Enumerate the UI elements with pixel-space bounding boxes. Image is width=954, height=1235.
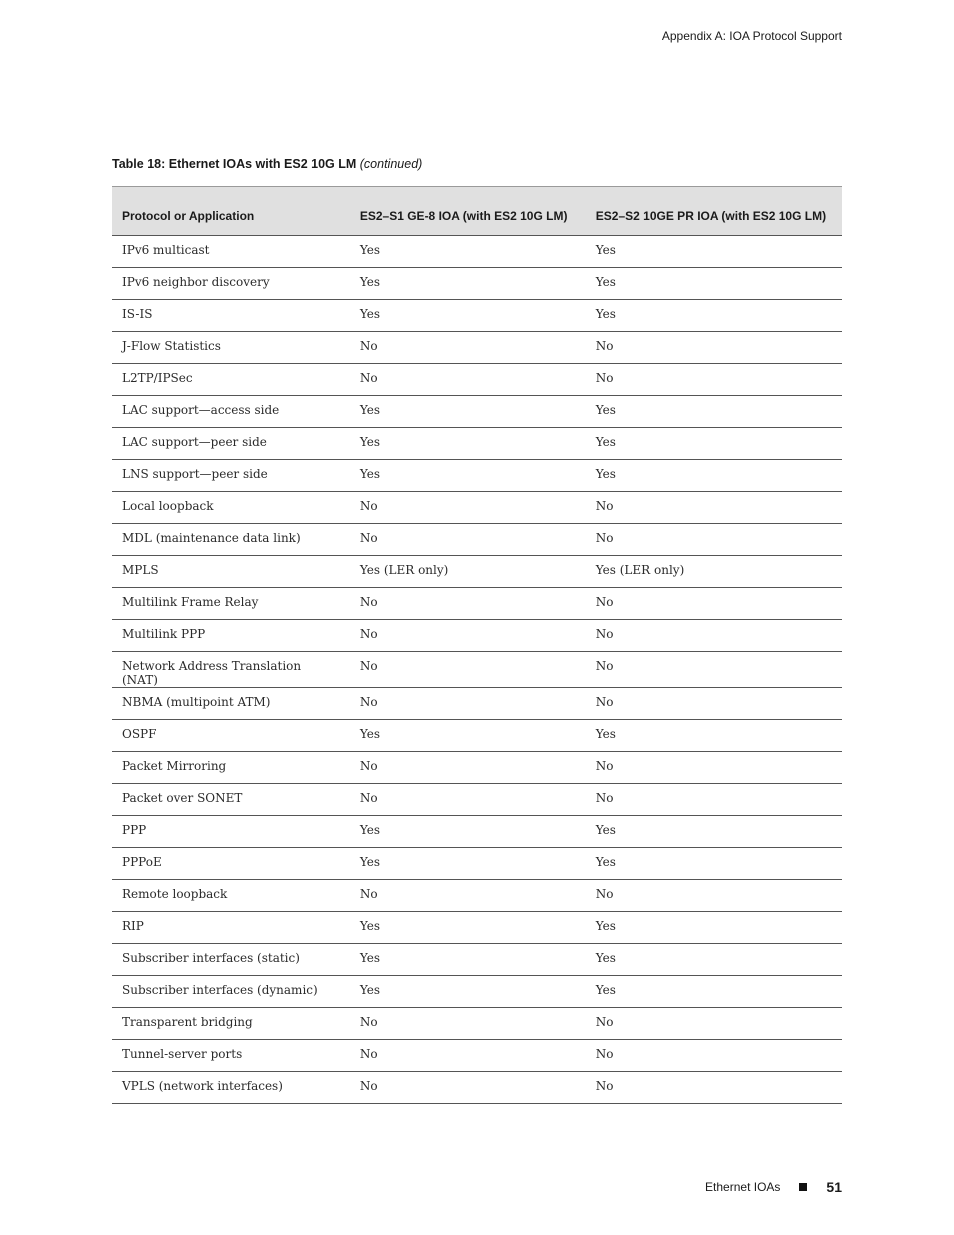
cell-es2-s1: No [350,588,586,620]
table-header-row [112,187,842,236]
cell-es2-s2: Yes [586,396,842,428]
table-row [112,976,842,1008]
cell-protocol: PPPoE [112,848,350,880]
cell-protocol: IS-IS [112,300,350,332]
table-row [112,236,842,268]
cell-es2-s1: Yes [350,236,586,268]
table-row [112,620,842,652]
cell-es2-s1: No [350,652,586,688]
cell-es2-s2: No [586,1040,842,1072]
cell-es2-s1: Yes [350,816,586,848]
table-row [112,752,842,784]
page-number: 51 [826,1179,842,1195]
column-header-es2-s2: ES2–S2 10GE PR IOA (with ES2 10G LM) [586,187,842,236]
cell-es2-s1: No [350,1008,586,1040]
cell-protocol: IPv6 multicast [112,236,350,268]
cell-es2-s1: No [350,688,586,720]
cell-es2-s1: No [350,1072,586,1104]
cell-es2-s1: Yes [350,268,586,300]
protocol-support-table [112,186,842,1104]
cell-es2-s1: No [350,880,586,912]
cell-protocol: PPP [112,816,350,848]
column-header-es2-s1: ES2–S1 GE-8 IOA (with ES2 10G LM) [350,187,586,236]
cell-protocol: Tunnel-server ports [112,1040,350,1072]
cell-es2-s2: Yes [586,236,842,268]
cell-es2-s2: No [586,492,842,524]
table-row [112,492,842,524]
cell-es2-s2: Yes (LER only) [586,556,842,588]
table-row [112,720,842,752]
table-row [112,460,842,492]
cell-es2-s2: No [586,784,842,816]
cell-es2-s2: No [586,332,842,364]
cell-es2-s2: No [586,364,842,396]
table-row [112,1072,842,1104]
cell-protocol: Local loopback [112,492,350,524]
cell-es2-s1: No [350,1040,586,1072]
cell-es2-s1: Yes [350,944,586,976]
footer-section-title: Ethernet IOAs [705,1180,781,1194]
table-row [112,268,842,300]
cell-es2-s1: Yes [350,428,586,460]
cell-es2-s1: No [350,620,586,652]
cell-protocol: Remote loopback [112,880,350,912]
cell-protocol: LAC support—peer side [112,428,350,460]
table-row [112,524,842,556]
cell-es2-s2: Yes [586,944,842,976]
cell-es2-s2: Yes [586,300,842,332]
cell-es2-s2: No [586,652,842,688]
cell-protocol: Subscriber interfaces (dynamic) [112,976,350,1008]
cell-protocol: J-Flow Statistics [112,332,350,364]
cell-es2-s1: No [350,524,586,556]
cell-es2-s2: Yes [586,268,842,300]
cell-es2-s2: No [586,880,842,912]
table-row [112,848,842,880]
cell-es2-s1: Yes [350,396,586,428]
cell-es2-s1: Yes (LER only) [350,556,586,588]
cell-protocol: MDL (maintenance data link) [112,524,350,556]
cell-protocol: OSPF [112,720,350,752]
cell-protocol: LAC support—access side [112,396,350,428]
cell-es2-s2: No [586,752,842,784]
table-caption-continued: (continued) [359,157,423,171]
cell-protocol: NBMA (multipoint ATM) [112,688,350,720]
table-caption [112,157,422,171]
cell-es2-s1: Yes [350,720,586,752]
table-row [112,556,842,588]
cell-protocol: Network Address Translation (NAT) [112,652,350,688]
table-row [112,332,842,364]
cell-protocol: RIP [112,912,350,944]
cell-es2-s1: No [350,492,586,524]
cell-es2-s2: Yes [586,976,842,1008]
column-header-protocol: Protocol or Application [112,187,350,236]
cell-protocol: MPLS [112,556,350,588]
cell-protocol: Subscriber interfaces (static) [112,944,350,976]
cell-es2-s1: No [350,364,586,396]
cell-protocol: L2TP/IPSec [112,364,350,396]
running-header: Appendix A: IOA Protocol Support [661,29,842,43]
table-row [112,1040,842,1072]
cell-es2-s2: Yes [586,816,842,848]
running-footer [705,1179,842,1195]
table-row [112,1008,842,1040]
table-row [112,300,842,332]
table-row [112,652,842,688]
cell-es2-s2: Yes [586,848,842,880]
table-row [112,912,842,944]
table-row [112,688,842,720]
cell-es2-s2: Yes [586,912,842,944]
table-row [112,784,842,816]
cell-es2-s1: Yes [350,848,586,880]
cell-protocol: VPLS (network interfaces) [112,1072,350,1104]
cell-protocol: LNS support—peer side [112,460,350,492]
cell-es2-s1: Yes [350,300,586,332]
cell-es2-s2: No [586,1072,842,1104]
table-row [112,428,842,460]
table-row [112,396,842,428]
square-bullet-icon [799,1183,807,1191]
cell-es2-s2: No [586,1008,842,1040]
cell-es2-s2: No [586,620,842,652]
cell-es2-s2: No [586,688,842,720]
cell-protocol: Transparent bridging [112,1008,350,1040]
cell-es2-s1: Yes [350,976,586,1008]
cell-es2-s1: No [350,332,586,364]
table-body [112,236,842,1104]
cell-protocol: IPv6 neighbor discovery [112,268,350,300]
table-row [112,880,842,912]
table-row [112,364,842,396]
table-row [112,588,842,620]
cell-protocol: Packet Mirroring [112,752,350,784]
cell-es2-s2: Yes [586,460,842,492]
cell-es2-s1: Yes [350,460,586,492]
cell-protocol: Packet over SONET [112,784,350,816]
cell-es2-s1: No [350,752,586,784]
cell-protocol: Multilink PPP [112,620,350,652]
cell-es2-s1: Yes [350,912,586,944]
cell-es2-s2: No [586,588,842,620]
cell-es2-s2: Yes [586,428,842,460]
table-caption-label: Table 18: Ethernet IOAs with ES2 10G LM [112,157,357,171]
table-row [112,944,842,976]
cell-es2-s1: No [350,784,586,816]
cell-es2-s2: No [586,524,842,556]
cell-protocol: Multilink Frame Relay [112,588,350,620]
table-row [112,816,842,848]
cell-es2-s2: Yes [586,720,842,752]
